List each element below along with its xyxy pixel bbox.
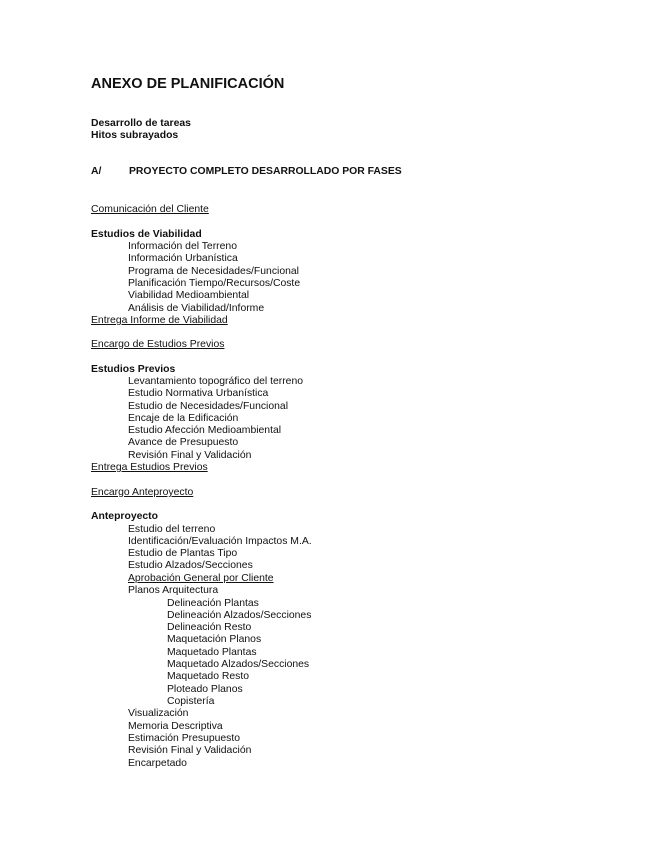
task-line: Levantamiento topográfico del terreno — [128, 376, 304, 387]
milestone-line: Entrega Estudios Previos — [91, 462, 208, 473]
task-line: Maquetación Planos — [167, 634, 262, 645]
milestone-line: Entrega Informe de Viabilidad — [91, 315, 228, 326]
subtitle-tasks: Desarrollo de tareas — [91, 118, 191, 129]
task-line: Revisión Final y Validación — [128, 745, 252, 756]
milestone-line: Comunicación del Cliente — [91, 204, 209, 215]
section-title: PROYECTO COMPLETO DESARROLLADO POR FASES — [129, 166, 402, 177]
task-line: Estudio de Plantas Tipo — [128, 548, 238, 559]
task-line: Información Urbanística — [128, 253, 238, 264]
task-line: Identificación/Evaluación Impactos M.A. — [128, 536, 312, 547]
page-title: ANEXO DE PLANIFICACIÓN — [91, 76, 285, 92]
milestone-line: Encargo de Estudios Previos — [91, 339, 225, 350]
task-line: Estimación Presupuesto — [128, 733, 241, 744]
milestone-line: Aprobación General por Cliente — [128, 573, 274, 584]
phase-heading: Estudios Previos — [91, 364, 176, 375]
phase-heading: Estudios de Viabilidad — [91, 229, 202, 240]
task-line: Maquetado Alzados/Secciones — [167, 659, 310, 670]
task-line: Viabilidad Medioambiental — [128, 290, 250, 301]
task-line: Encarpetado — [128, 758, 187, 769]
task-line: Delineación Alzados/Secciones — [167, 610, 312, 621]
task-line: Estudio Alzados/Secciones — [128, 560, 253, 571]
task-line: Delineación Plantas — [167, 598, 259, 609]
phase-heading: Anteproyecto — [91, 511, 158, 522]
task-line: Memoria Descriptiva — [128, 721, 223, 732]
task-line: Programa de Necesidades/Funcional — [128, 266, 299, 277]
task-line: Ploteado Planos — [167, 684, 243, 695]
task-line: Revisión Final y Validación — [128, 450, 252, 461]
task-line: Delineación Resto — [167, 622, 252, 633]
subtitle-milestones: Hitos subrayados — [91, 130, 179, 141]
task-line: Planificación Tiempo/Recursos/Coste — [128, 278, 301, 289]
task-line: Encaje de la Edificación — [128, 413, 239, 424]
task-line: Planos Arquitectura — [128, 585, 219, 596]
task-line: Estudio de Necesidades/Funcional — [128, 401, 288, 412]
task-line: Estudio Afección Medioambiental — [128, 425, 282, 436]
task-line: Estudio Normativa Urbanística — [128, 388, 269, 399]
task-line: Análisis de Viabilidad/Informe — [128, 303, 265, 314]
task-line: Información del Terreno — [128, 241, 237, 252]
milestone-line: Encargo Anteproyecto — [91, 487, 194, 498]
task-line: Maquetado Resto — [167, 671, 250, 682]
task-line: Maquetado Plantas — [167, 647, 257, 658]
task-line: Visualización — [128, 708, 189, 719]
task-line: Copistería — [167, 696, 215, 707]
task-line: Estudio del terreno — [128, 524, 216, 535]
section-letter: A/ — [91, 166, 102, 177]
task-line: Avance de Presupuesto — [128, 437, 239, 448]
